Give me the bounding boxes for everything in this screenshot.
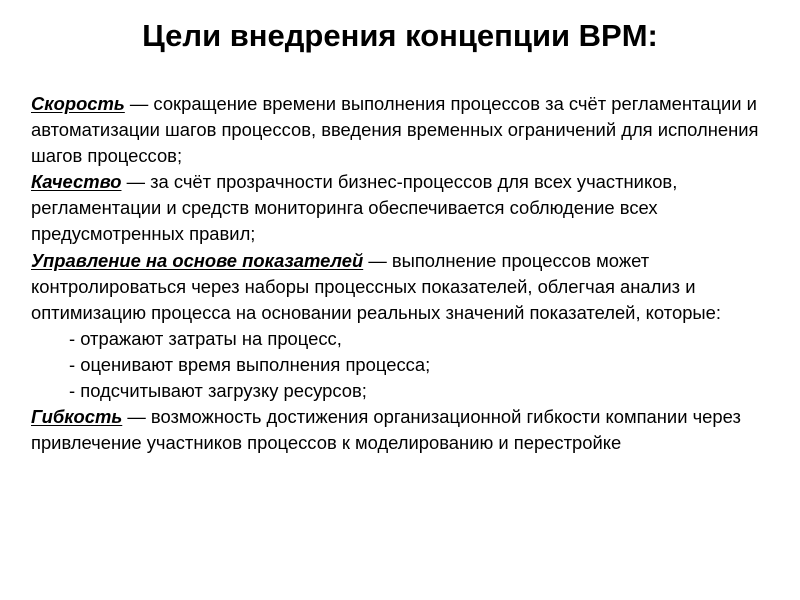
goal-term: Качество bbox=[31, 171, 122, 193]
slide-title: Цели внедрения концепции BPM: bbox=[142, 18, 658, 53]
goal-item-flexibility bbox=[31, 404, 771, 456]
metrics-subitem: - подсчитывают загрузку ресурсов; bbox=[69, 380, 367, 402]
goal-term: Управление на основе показателей bbox=[31, 249, 364, 271]
goal-term: Гибкость bbox=[31, 406, 123, 428]
goal-term: Скорость bbox=[31, 93, 125, 114]
goal-description: — выполнение процессов может контролироваться через наборы процессных показателей, облегчая анализ и оптимизацию процесса на основании реальных значений показателей, которые: bbox=[31, 249, 721, 323]
goal-item-quality bbox=[31, 169, 771, 247]
metrics-subitem: - отражают затраты на процесс, bbox=[69, 327, 342, 349]
metrics-subitem: - оценивают время выполнения процесса; bbox=[69, 353, 431, 375]
slide-body bbox=[31, 91, 771, 456]
goal-item-metrics-management bbox=[31, 248, 771, 326]
goal-description: — за счёт прозрачности бизнес-процессов для всех участников, регламентации и средств мониторинга обеспечивается соблюдение всех предусмотренных правил; bbox=[31, 171, 678, 245]
goal-description: — сокращение времени выполнения процессов за счёт регламентации и автоматизации шагов процессов, введения временных ограничений для исполнения шагов процессов; bbox=[31, 93, 759, 167]
goal-description: — возможность достижения организационной гибкости компании через привлечение участников процессов к моделированию и перестройке bbox=[31, 406, 741, 454]
goal-item-speed bbox=[31, 91, 771, 169]
